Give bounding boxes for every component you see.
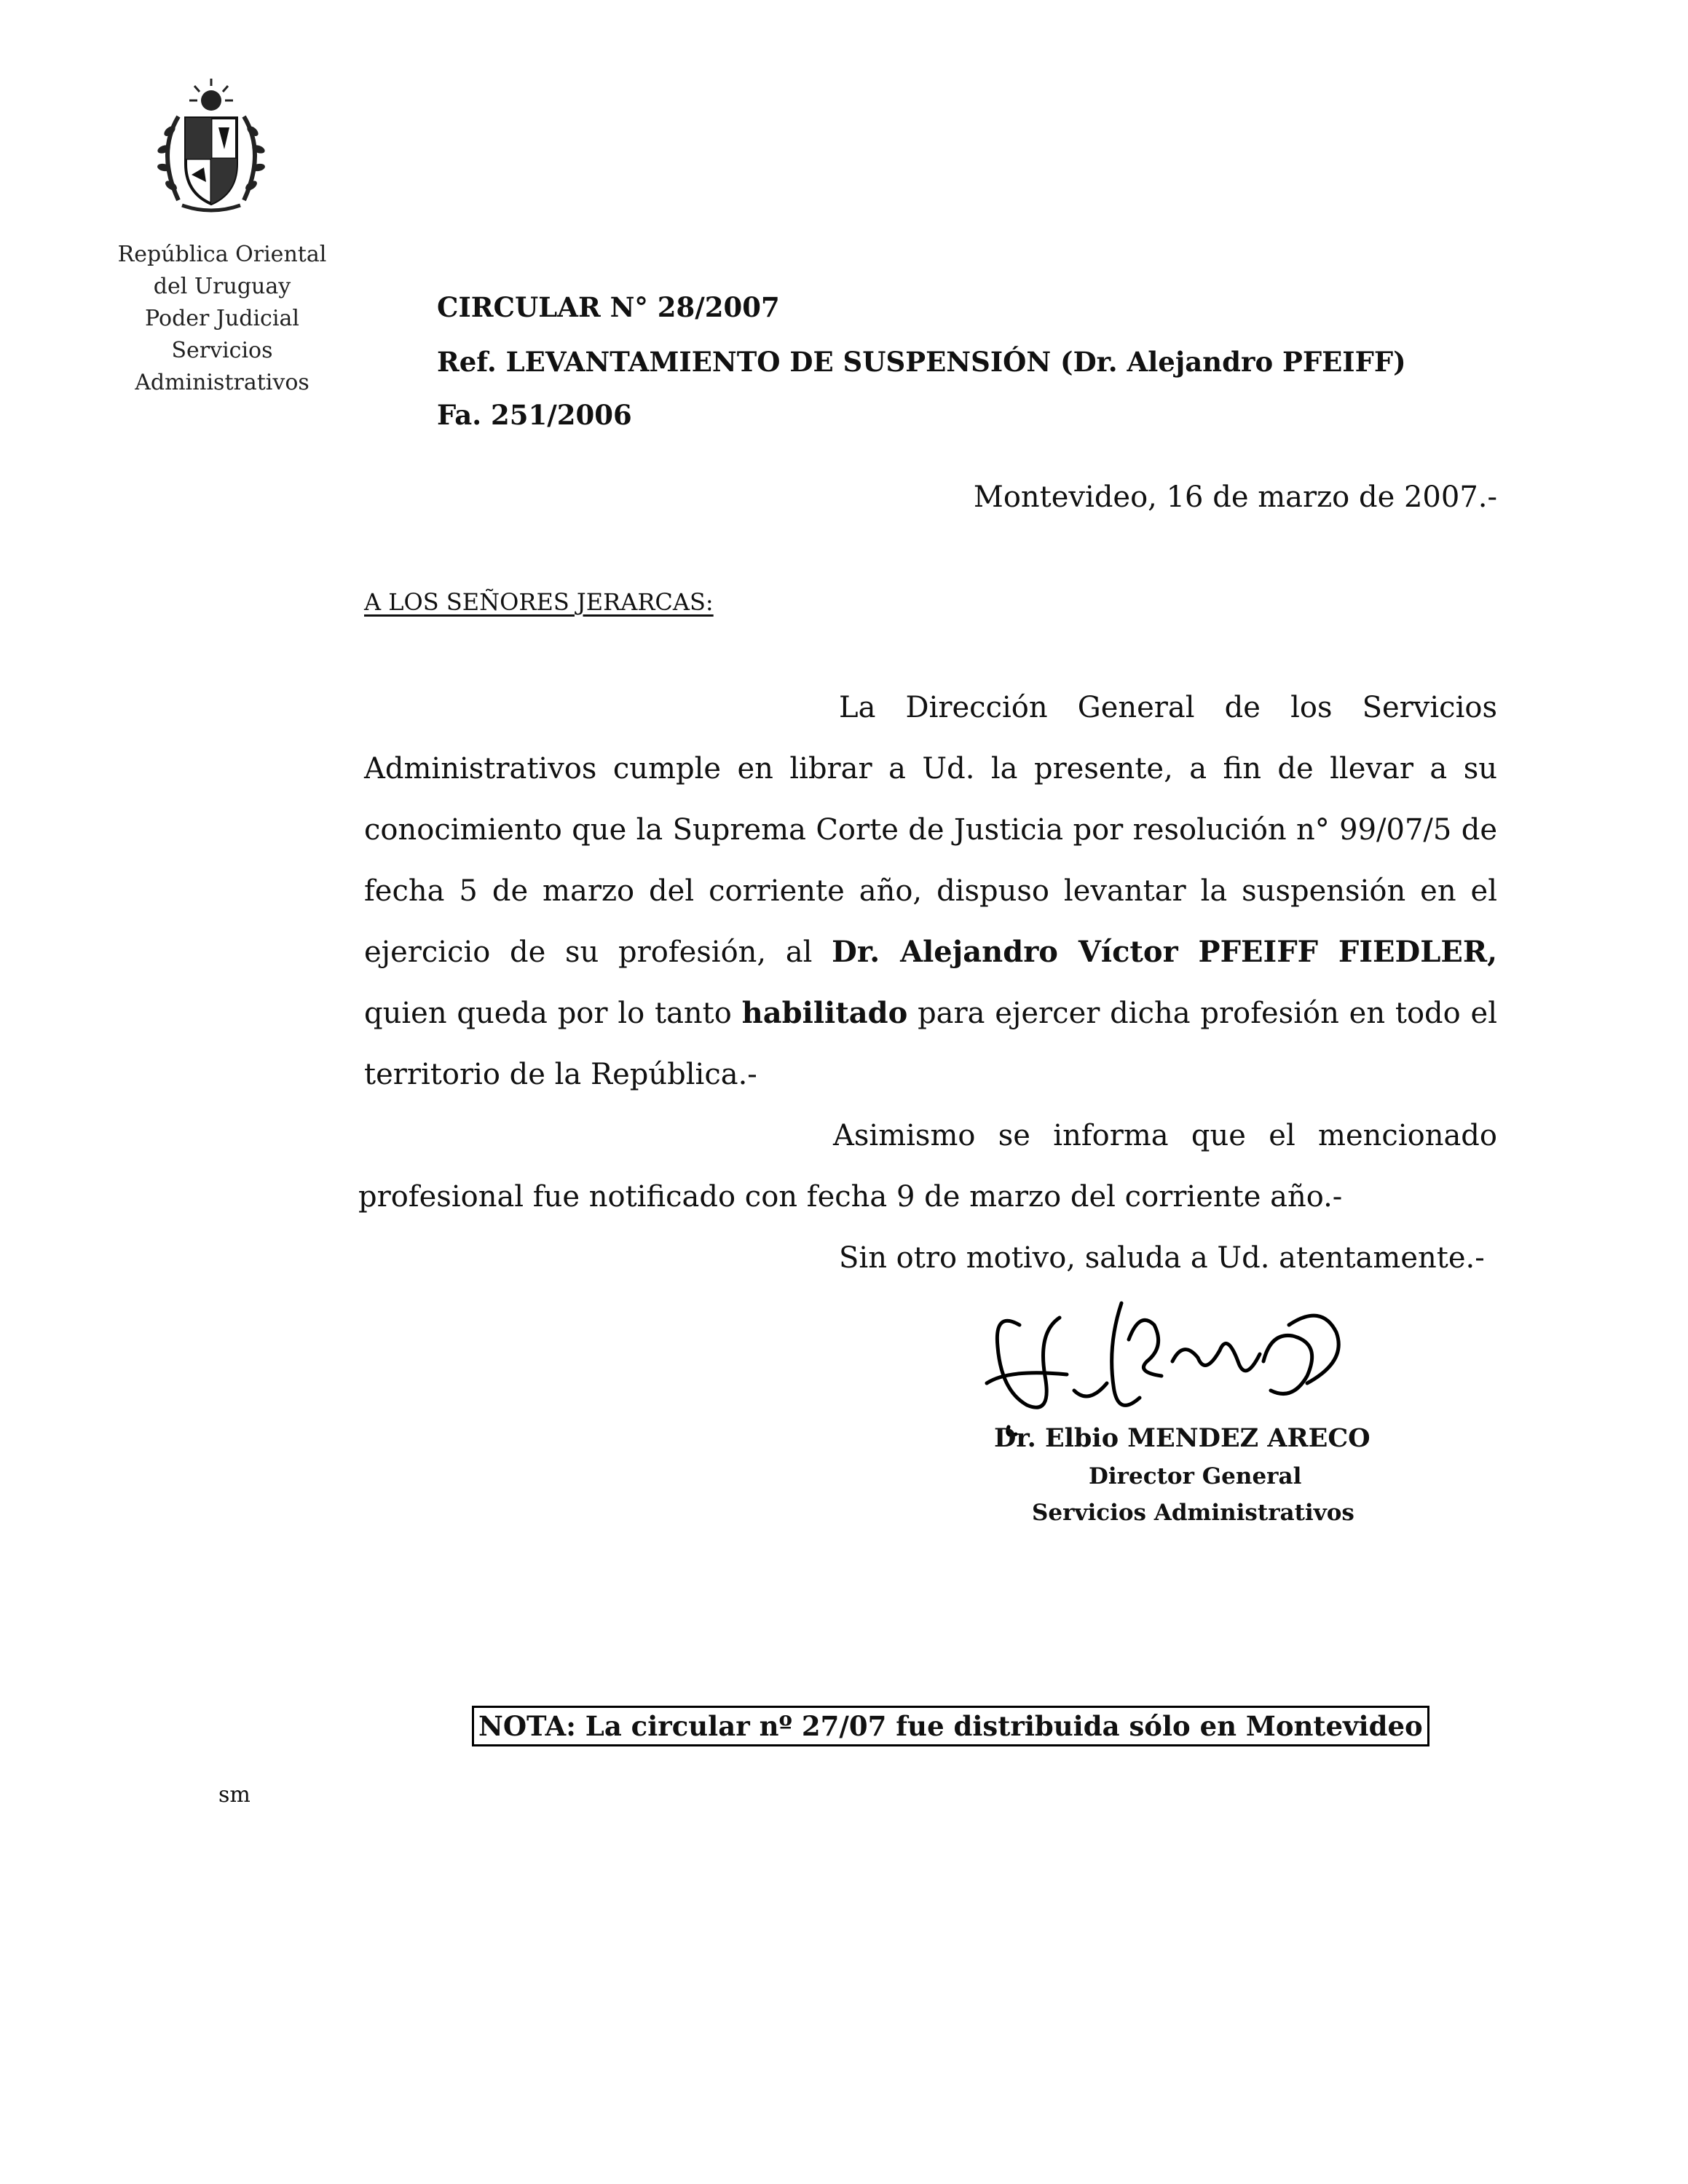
- institution-line: Servicios: [171, 338, 273, 363]
- coat-of-arms-icon: [149, 73, 273, 218]
- reference-line: Ref. LEVANTAMIENTO DE SUSPENSIÓN (Dr. Alejandro PFEIFF): [437, 346, 1406, 378]
- circular-number: CIRCULAR N° 28/2007: [437, 291, 780, 323]
- named-person: Dr. Alejandro Víctor PFEIFF FIEDLER,: [832, 935, 1497, 969]
- signature-block: [965, 1281, 1373, 1543]
- body-paragraph-2: [358, 1105, 1497, 1227]
- signer-department: Servicios Administrativos: [1032, 1500, 1354, 1526]
- paragraph-text: para ejercer dicha profesión en todo el territorio de la República.-: [364, 997, 1498, 1091]
- paragraph-text: Asimismo se informa que el mencionado profesional fue notificado con fecha 9 de marzo del corriente año.-: [358, 1119, 1497, 1214]
- institution-line: del Uruguay: [153, 274, 291, 299]
- closing-line: Sin otro motivo, saluda a Ud. atentamente.-: [839, 1241, 1485, 1275]
- date-line: Montevideo, 16 de marzo de 2007.-: [973, 480, 1497, 514]
- typist-initials: sm: [218, 1782, 251, 1808]
- institution-line: República Oriental: [117, 242, 327, 267]
- note-box: NOTA: La circular nº 27/07 fue distribuida sólo en Montevideo: [472, 1706, 1429, 1746]
- institution-line: Poder Judicial: [145, 306, 299, 331]
- institution-line: Administrativos: [135, 370, 309, 395]
- greeting: A LOS SEÑORES JERARCAS:: [364, 588, 714, 616]
- letter-body: [358, 677, 1498, 1289]
- signer-name: Dr. Elbio MENDEZ ARECO: [994, 1423, 1370, 1453]
- status-highlight: habilitado: [741, 996, 908, 1030]
- file-number: Fa. 251/2006: [437, 399, 632, 431]
- paragraph-text: quien queda por lo tanto: [364, 997, 742, 1030]
- paragraph-text: La Dirección General de los Servicios Administrativos cumple en librar a Ud. la presente, a fin de llevar a su conocimiento que la Suprema Corte de Justicia por resolución n° 99/07/5 de fecha 5 de marzo del corriente año, dispuso levantar la suspensión en el ejercicio de su profesión, al: [364, 691, 1497, 969]
- institution-header: [87, 239, 357, 399]
- body-paragraph-1: [364, 677, 1497, 1105]
- signer-title: Director General: [1089, 1463, 1302, 1489]
